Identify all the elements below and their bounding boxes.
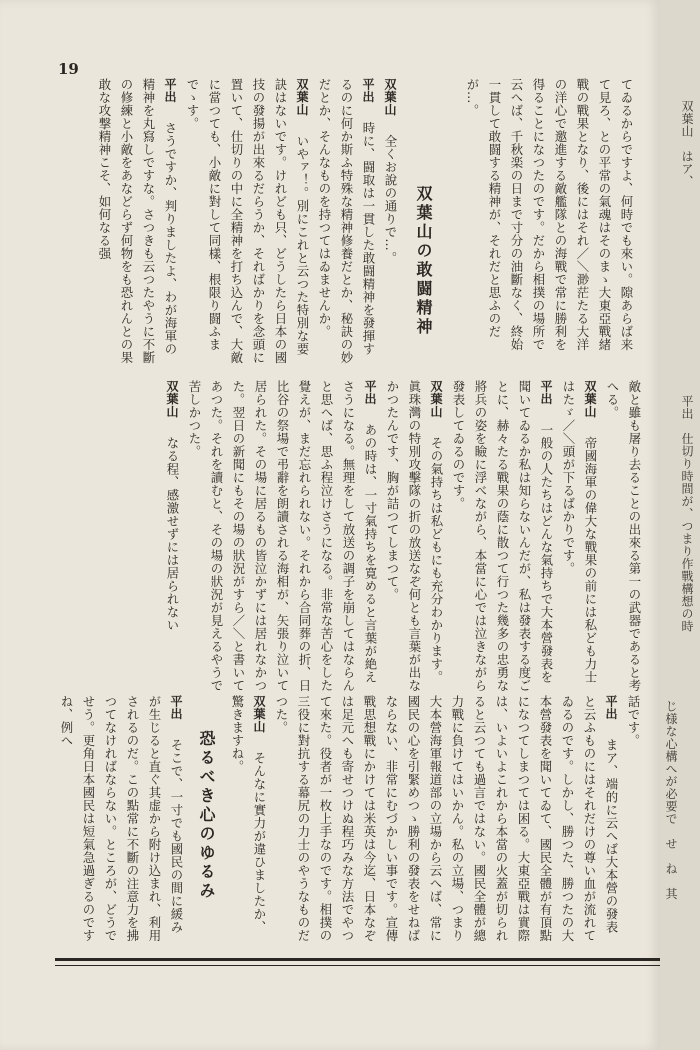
speaker-label: 平出 [169, 695, 183, 733]
speaker-label: 平出 [539, 380, 553, 418]
paragraph-text: 敵と雖も屠り去ることの出來る第一の武器であると考へる。 [605, 380, 642, 692]
paragraph-text: 話です。 [626, 695, 641, 747]
paragraph [93, 78, 181, 368]
adjacent-line-2: 平出 仕切り時間が、つまり作戰構想の時 [680, 395, 694, 633]
paragraph-text: 一般の人たちはどんな氣持ちで大本營發表を聞いてゐるか私は知らないんだが、私は發表する度ごとに、赫々たる戰果の蔭に散つて行つた幾多の忠勇な將兵の姿を瞼に浮べながら、本當に心では泣きながら發表してゐるのです。 [451, 380, 554, 692]
paragraph-text: そんなに實力が違ひましたか、驚きますね。 [230, 695, 267, 934]
paragraph-text: 帝國海軍の偉大な戰果の前には私ども力士はたゞ／＼頭が下るばかりです。 [561, 380, 598, 684]
speaker-label: 双葉山 [165, 380, 179, 431]
speaker-label: 平出 [361, 78, 375, 116]
paragraph-text: いやァ！。別にこれと云つた特別な要訣はないです。けれども只、どうしたら日本の國技の發揚が出來るだらうか、そればかりを念頭に置いて、仕切りの中に全精神を打ち込んで、大敵に當つても、小敵に對して同樣、根限り闘ふまでゝす。 [185, 78, 310, 364]
paragraph [461, 78, 637, 358]
paragraph [557, 380, 601, 695]
speaker-label: 双葉山 [583, 380, 597, 431]
lower-left-text-region [55, 380, 645, 695]
section-heading-fighting-spirit: 双葉山の敢闘精神 [414, 185, 433, 337]
speaker-label: 平出 [604, 695, 618, 733]
bottom-rule-thick [55, 958, 660, 961]
paragraph [601, 380, 645, 695]
paragraph [447, 380, 557, 695]
paragraph-text: そこで、一寸でも國民の間に緩みが生じると直ぐ其虚から附け込まれ、利用されるのだ。この點常に不斷の注意力を拂つてなければならない。ところが、どうでせう。更角日本國民は短氣急過ぎるのですね、例へ [59, 695, 184, 942]
paragraph-text: さうですか、判りましたよ、わが海軍の精神を丸寫しですな。さつきも云つたやうに不斷の修練と小敵をあなどらず何物をも恐れんとの果敢な攻撃精神こそ、如何なる强 [97, 78, 178, 364]
paragraph-text: なる程、感激せずには居られない [165, 436, 180, 632]
paragraph [381, 380, 447, 695]
paragraph-text: あの時は、一寸氣持ちを寛めると言葉が絶えさうになる。無理をして放送の調子を崩してはならんと思へば、思ふ程泣けさうになる。非常な苦心をした覺えが、まだ忘れられない。それから合同葬の折、日比谷の祭場で弔辭を朗讀される海相が、矢張り泣いて居られた。その場に居るもの皆泣かずには居れなかつた。翌日の新聞にもその場の狀況がすら／＼と書いてあつた。それを讀むと、その場の狀況が見えるやうで苦しかつた。 [187, 380, 378, 692]
paragraph [270, 695, 622, 945]
paragraph [181, 78, 313, 368]
page-number: 19 [58, 60, 79, 78]
adjacent-line-3: じ様な心構へが必要で せ ね 其 [664, 700, 678, 900]
bottom-right-text-region [230, 695, 644, 945]
adjacent-page-edge [660, 0, 700, 1050]
speaker-label: 平出 [363, 380, 377, 418]
bottom-rule-thin [55, 965, 660, 966]
speaker-label: 平出 [163, 78, 177, 116]
adjacent-line-1: 双葉山 はア、 [680, 100, 694, 188]
bottom-left-text-region [55, 695, 187, 945]
paragraph [55, 695, 187, 945]
paragraph-text: まア、端的に云へば大本營の發表と云ふものにはそれだけの尊い血が流れてゐるのです。しかし、勝つた、勝つたの大本營發表を聞いてゐて、國民全體が有頂點になつてしまつては困る。大東亞戰は實際は、いよいよこれから本當の火蓋が切られると云つても過言ではない。國民全體が總力戰に負けてはいかん。私の立場、つまり大本營海軍報道部の立場から云へば、常に國民の心を引緊めつゝ勝利の發表をせねばならない、非常にむづかしい事です。宣傳戰思想戰にかけては米英は今迄、日本なぞは足元へも寄せつけぬ程巧みな方法でやつて來た。役者が一枚上手なのです。相撲の三役に對抗する幕尻の力士のやうなものだつた。 [274, 695, 619, 942]
upper-text-column-left [55, 78, 401, 368]
speaker-label: 双葉山 [252, 695, 266, 746]
paragraph-text: 時に、闘取は一貫した敢闘精神を發揮するのに何か斯ふ特殊な精神修養だとか、秘訣の妙だとか、そんなものを持つてはゐませんか。 [317, 78, 376, 364]
speaker-label: 双葉山 [429, 380, 443, 431]
paragraph-text: てゐるからですよ、何時でも來い。隙あらば来て見ろ、との平常の氣魂はそのまゝ大東亞戰緒戰の戰果となり、後にはそれ／＼渺茫たる大洋の洋心で邀進する敵艦隊との海戰で常に勝利を得ることになつたのです。だから相撲の場所で云へば、千秋楽の日まで寸分の油斷なく、終始一貫して敢闘する精神が、それだと思ふのだが…。 [465, 78, 634, 351]
paragraph [379, 78, 401, 368]
paragraph [313, 78, 379, 368]
paragraph-text: その氣持ちは私どもにも充分わかります。眞珠灣の特別攻擊隊の折の放送なぞ何とも言葉が出なかつたんです、胸が詰つてしまつて。 [385, 380, 444, 692]
paragraph [161, 380, 183, 695]
paragraph [183, 380, 381, 695]
paragraph [226, 695, 270, 945]
paragraph [622, 695, 644, 945]
paragraph-text: 全くお說の通りで…。 [383, 134, 398, 265]
speaker-label: 双葉山 [295, 78, 309, 129]
section-heading-loosening: 恐るべき心のゆるみ [197, 730, 216, 901]
speaker-label: 双葉山 [383, 78, 397, 129]
